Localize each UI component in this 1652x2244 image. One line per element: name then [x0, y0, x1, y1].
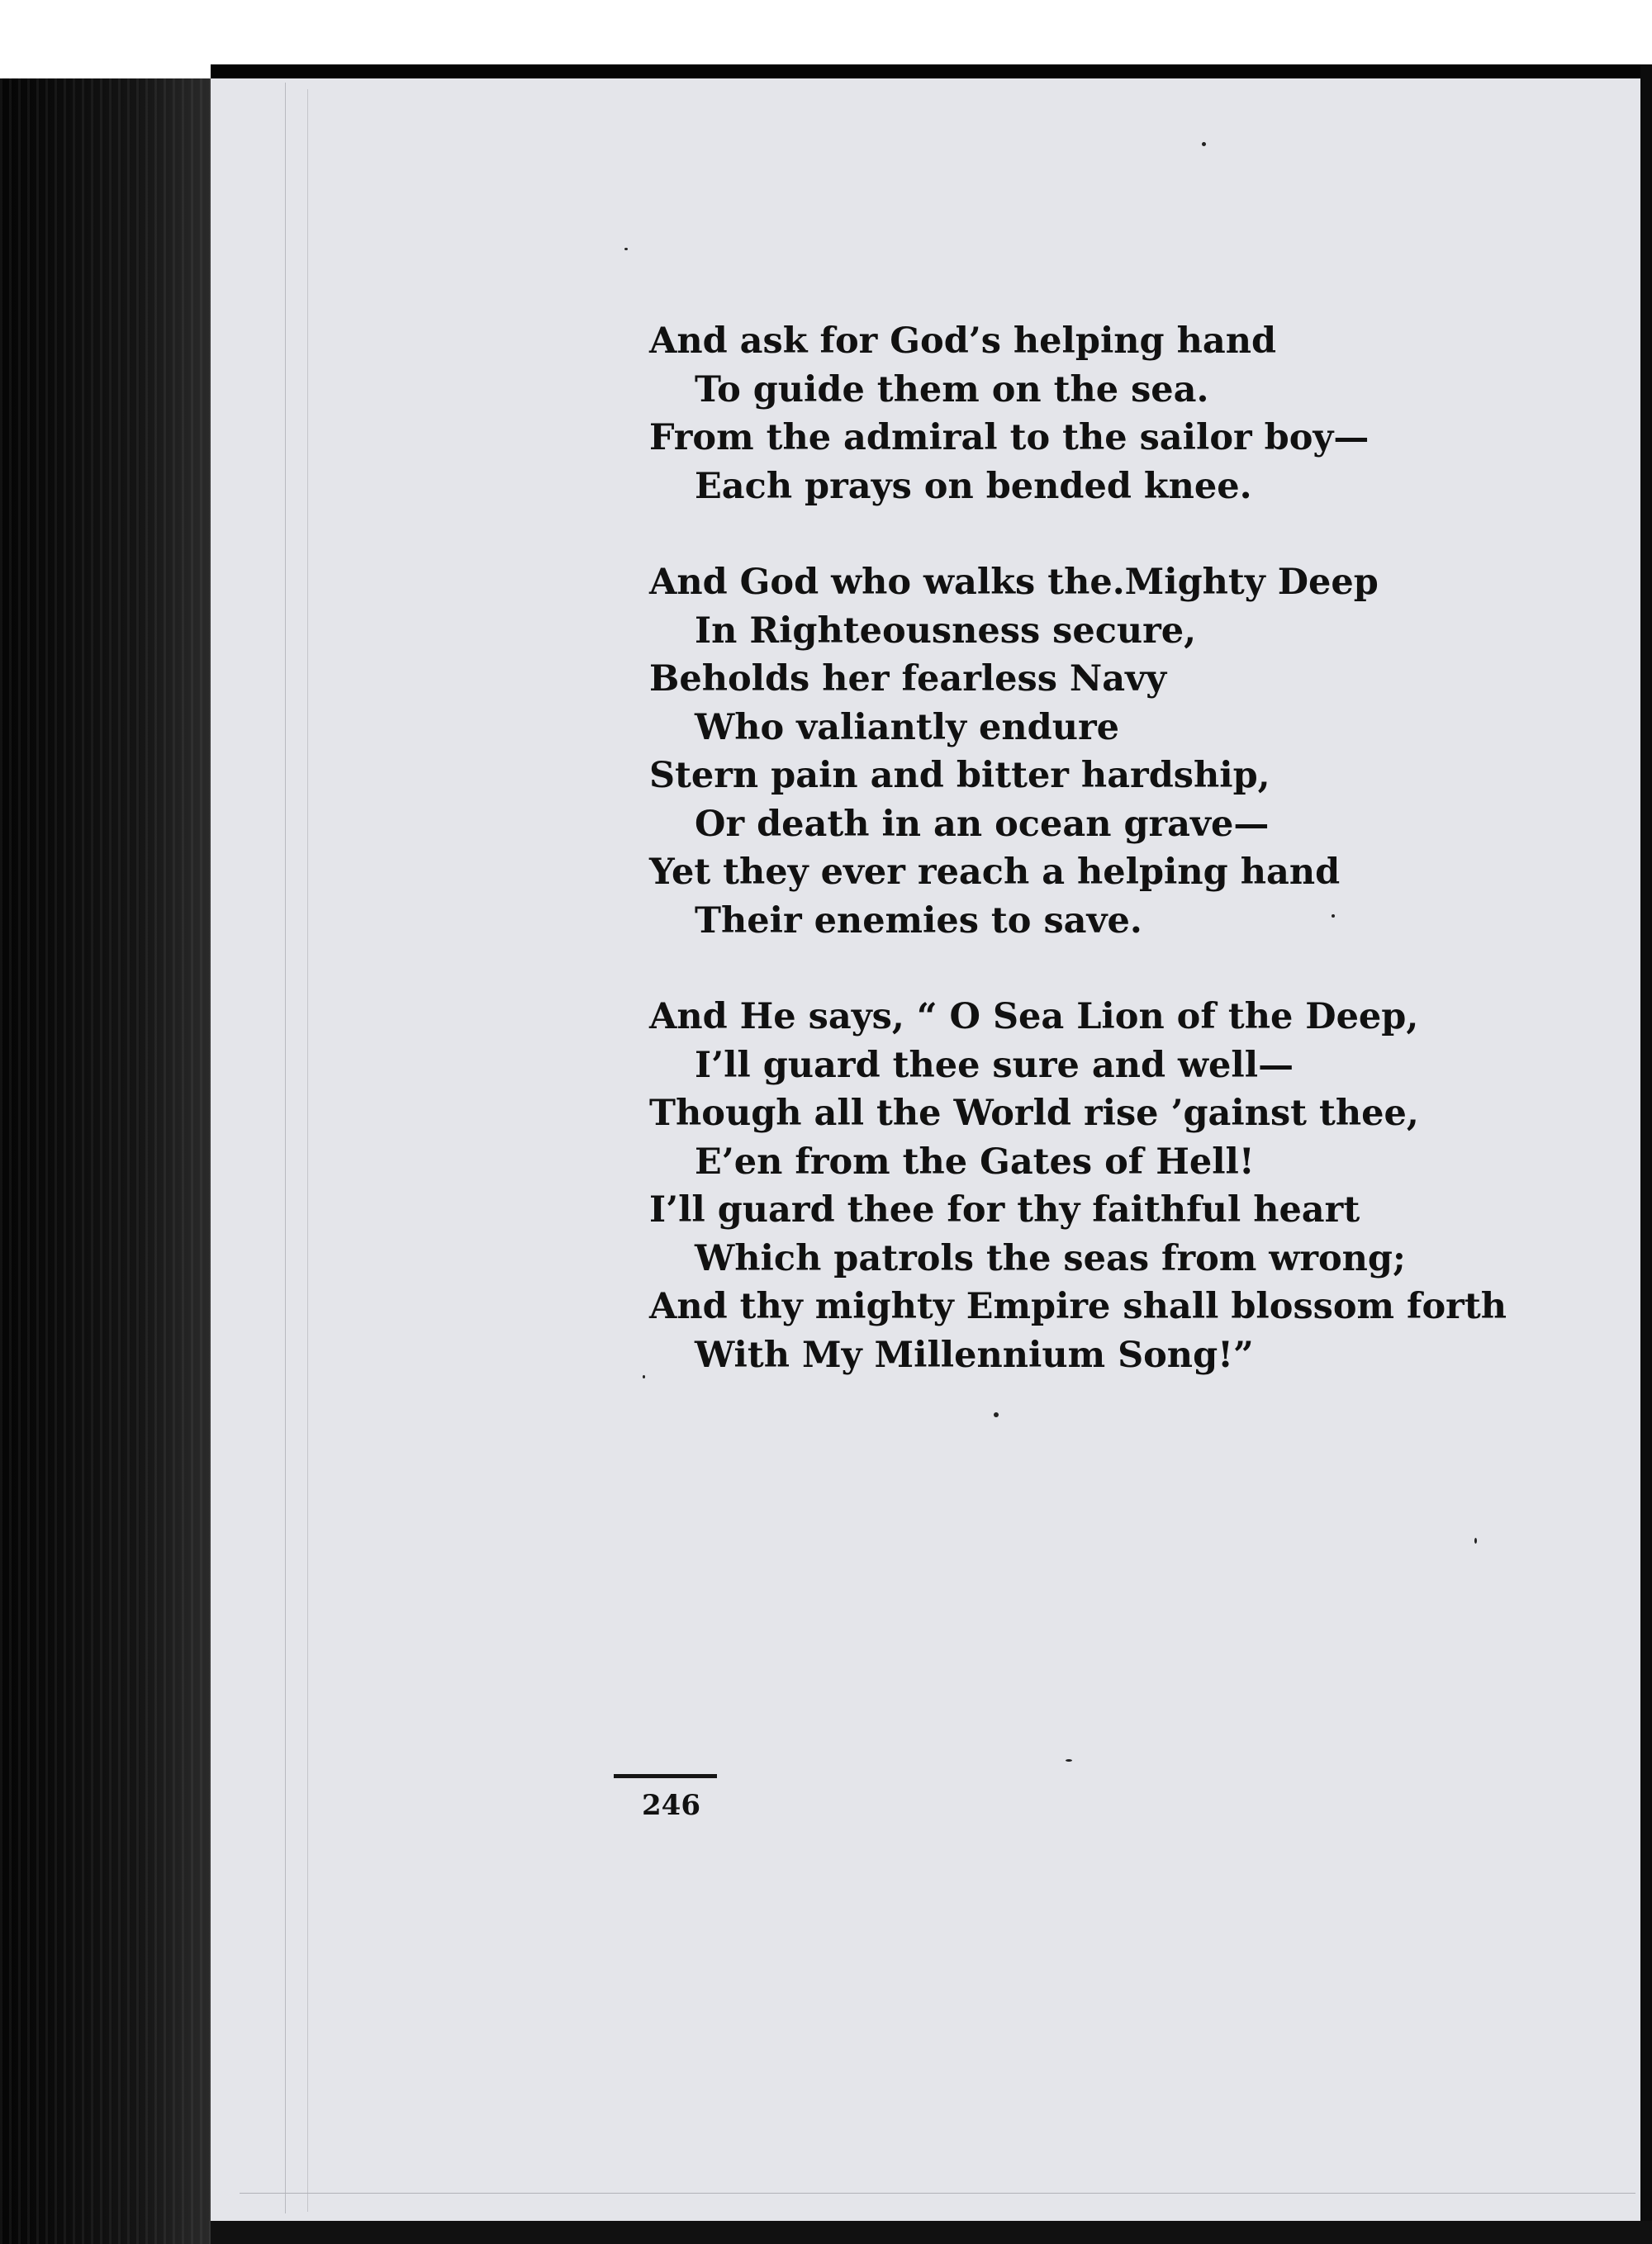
poem-line: I’ll guard thee for thy faithful heart — [649, 1189, 1360, 1231]
page-edge-line — [285, 83, 286, 2213]
stanza — [649, 993, 1525, 1379]
page-edge-line — [307, 89, 308, 2212]
poem-line: Beholds her fearless Navy — [649, 658, 1167, 700]
scan-speck — [1066, 1759, 1072, 1762]
poem-line: And God who walks the.Mighty Deep — [649, 562, 1379, 603]
poem-line: And thy mighty Empire shall blossom forth — [649, 1286, 1507, 1327]
poem-line: Who valiantly endure — [695, 706, 1119, 748]
scan-speck — [1474, 1538, 1477, 1544]
scan-speck — [643, 1375, 645, 1378]
poem-line: And He says, “ O Sea Lion of the Deep, — [649, 996, 1419, 1037]
scan-right-edge — [1640, 64, 1652, 2244]
page-number: 246 — [642, 1789, 700, 1822]
scan-speck — [1332, 914, 1335, 918]
stanza — [649, 317, 1525, 510]
scan-bottom-edge — [211, 2221, 1652, 2244]
scan-speck — [994, 1412, 999, 1417]
poem-line: Their enemies to save. — [695, 899, 1142, 942]
poem-line: And ask for God’s helping hand — [649, 320, 1277, 362]
page-number-rule — [614, 1774, 717, 1778]
poem-text — [649, 317, 1525, 1379]
poem-line: I’ll guard thee sure and well— — [695, 1044, 1294, 1086]
scan-speck — [1202, 142, 1206, 146]
stanza — [649, 558, 1525, 945]
poem-line: Each prays on bended knee. — [695, 465, 1252, 507]
scan-speck — [624, 248, 628, 250]
poem-line: Yet they ever reach a helping hand — [649, 852, 1341, 893]
poem-line: With My Millennium Song!” — [695, 1334, 1254, 1376]
poem-line: Though all the World rise ’gainst thee, — [649, 1093, 1419, 1134]
poem-line: In Righteousness secure, — [695, 610, 1197, 652]
poem-line: To guide them on the sea. — [695, 368, 1209, 410]
poem-line: E’en from the Gates of Hell! — [695, 1141, 1255, 1183]
poem-line: From the admiral to the sailor boy— — [649, 417, 1370, 458]
poem-line: Which patrols the seas from wrong; — [695, 1237, 1406, 1279]
poem-line: Or death in an ocean grave— — [695, 803, 1270, 845]
page-edge-line — [240, 2193, 1635, 2194]
poem-line: Stern pain and bitter hardship, — [649, 755, 1270, 796]
